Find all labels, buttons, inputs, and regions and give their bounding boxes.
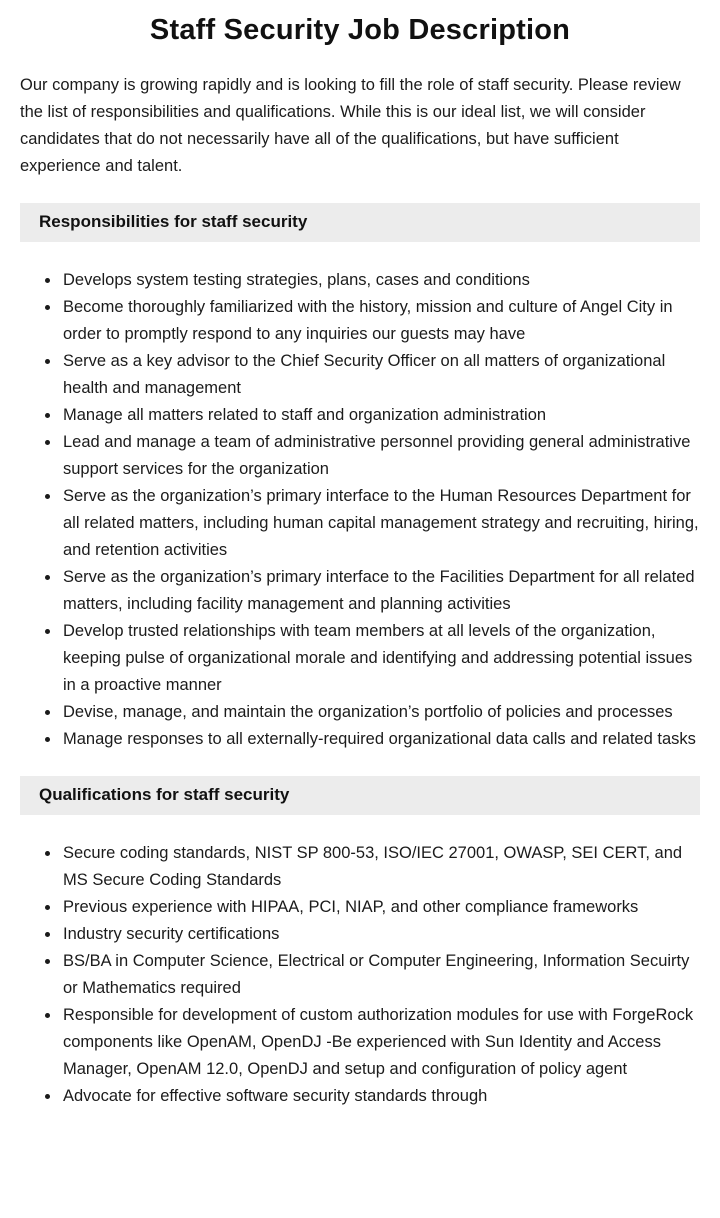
page-title: Staff Security Job Description [149,14,571,46]
section-qualifications [20,776,700,1110]
qualifications-heading-bar [20,776,700,815]
list-item: • Advocate for effective software security standards through [61,1083,700,1110]
list-item: • Become thoroughly familiarized with the history, mission and culture of Angel City in order to promptly respond to any inquiries our guests may have [61,294,700,348]
list-item: • Responsible for development of custom authorization modules for use with ForgeRock components like OpenAM, OpenDJ -Be experienced with Sun Identity and Access Manager, OpenAM 12.0, OpenDJ and setup and configuration of policy agent [61,1002,700,1083]
responsibilities-heading-bar [20,203,700,242]
list-item: • Lead and manage a team of administrative personnel providing general administrative support services for the organization [61,429,700,483]
list-item: • Serve as the organization’s primary interface to the Facilities Department for all related matters, including facility management and planning activities [61,564,700,618]
intro-paragraph: Our company is growing rapidly and is looking to fill the role of staff security. Please review the list of responsibilities and qualifications. While this is our ideal list, we will consider candidates that do not necessarily have all of the qualifications, but have sufficient experience and talent. [20,76,681,175]
list-item: • Manage responses to all externally-required organizational data calls and related tasks [61,726,700,753]
list-item: • BS/BA in Computer Science, Electrical or Computer Engineering, Information Secuirty or Mathematics required [61,948,700,1002]
qualifications-list [20,840,700,1110]
list-item: • Industry security certifications [61,921,700,948]
list-item: • Previous experience with HIPAA, PCI, NIAP, and other compliance frameworks [61,894,700,921]
list-item: • Manage all matters related to staff and organization administration [61,402,700,429]
list-item: • Secure coding standards, NIST SP 800-53, ISO/IEC 27001, OWASP, SEI CERT, and MS Secure Coding Standards [61,840,700,894]
section-responsibilities [20,203,700,753]
list-item: • Devise, manage, and maintain the organization’s portfolio of policies and processes [61,699,700,726]
responsibilities-list [20,267,700,753]
list-item: • Serve as a key advisor to the Chief Security Officer on all matters of organizational health and management [61,348,700,402]
list-item: • Develops system testing strategies, plans, cases and conditions [61,267,700,294]
qualifications-heading-text: Qualifications for staff security [39,785,290,804]
list-item: • Develop trusted relationships with team members at all levels of the organization, keeping pulse of organizational morale and identifying and addressing potential issues in a proactive manner [61,618,700,699]
list-item: • Serve as the organization’s primary interface to the Human Resources Department for all related matters, including human capital management strategy and recruiting, hiring, and retention activities [61,483,700,564]
responsibilities-heading-text: Responsibilities for staff security [39,212,308,231]
